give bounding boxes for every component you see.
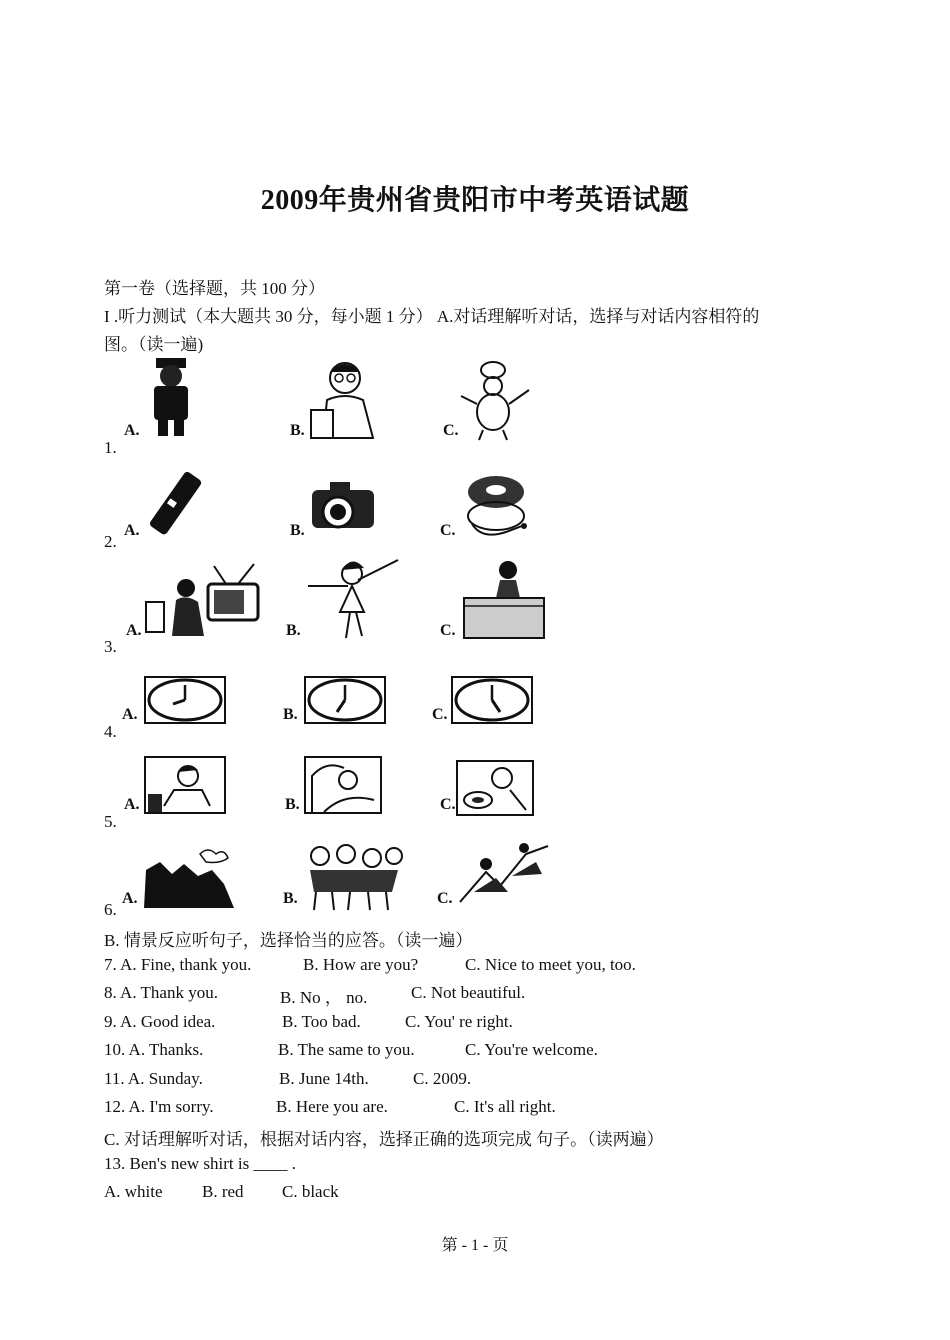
children-group-picture xyxy=(302,840,406,912)
question-12-a: 12. A. I'm sorry. xyxy=(104,1097,214,1116)
question-13-option-b: B. red xyxy=(202,1182,244,1201)
doctor-picture xyxy=(305,354,381,440)
option-label: C. xyxy=(437,890,453,907)
clock-icon xyxy=(304,676,386,724)
part-b-instruction: B. 情景反应听句子，选择恰当的应答。（读一遍） xyxy=(104,931,473,950)
option-label: A. xyxy=(124,422,140,439)
boy-reading-picture xyxy=(144,756,226,814)
question-10-c: C. You're welcome. xyxy=(465,1040,598,1059)
option-label: C. xyxy=(443,422,459,439)
mobile-phone-picture xyxy=(145,472,207,542)
page-footer: 第 - 1 - 页 xyxy=(441,1237,509,1254)
option-label: B. xyxy=(285,796,300,813)
question-12-c: C. It's all right. xyxy=(454,1097,556,1116)
question-number: 4. xyxy=(104,722,117,741)
option-label: C. xyxy=(440,622,456,639)
watching-tv-picture xyxy=(142,562,262,638)
clock-icon xyxy=(144,676,226,724)
question-13-option-c: C. black xyxy=(282,1182,339,1201)
option-label: A. xyxy=(122,890,138,907)
question-9-a: 9. A. Good idea. xyxy=(104,1012,216,1031)
question-13: 13. Ben's new shirt is ____ . xyxy=(104,1154,296,1173)
question-11-c: C. 2009. xyxy=(413,1069,472,1088)
question-9-b: B. Too bad. xyxy=(282,1012,361,1031)
sleeping-picture xyxy=(304,756,382,814)
part1-instruction-line2: 图。（读一遍) xyxy=(104,335,204,354)
person-at-desk-picture xyxy=(458,556,550,642)
cd-player-picture xyxy=(462,472,532,542)
part1-instruction-line1: I .听力测试（本大题共 30 分，每小题 1 分） A.对话理解听对话，选择与对话内容相符的 xyxy=(104,307,760,326)
option-label: C. xyxy=(440,522,456,539)
option-label: B. xyxy=(286,622,301,639)
option-label: C. xyxy=(432,706,448,723)
option-label: A. xyxy=(124,522,140,539)
question-10-a: 10. A. Thanks. xyxy=(104,1040,204,1059)
policeman-picture xyxy=(140,354,202,438)
question-11-a: 11. A. Sunday. xyxy=(104,1069,203,1088)
option-label: B. xyxy=(290,422,305,439)
question-8-c: C. Not beautiful. xyxy=(411,983,526,1002)
question-13-option-a: A. white xyxy=(104,1182,163,1201)
question-10-b: B. The same to you. xyxy=(278,1040,415,1059)
option-label: A. xyxy=(124,796,140,813)
clock-icon xyxy=(451,676,533,724)
question-number: 5. xyxy=(104,812,117,831)
question-9-c: C. You' re right. xyxy=(405,1012,513,1031)
option-label: A. xyxy=(122,706,138,723)
option-label: B. xyxy=(290,522,305,539)
dancing-girl-picture xyxy=(302,556,406,640)
question-7-a: 7. A. Fine, thank you. xyxy=(104,955,252,974)
question-12-b: B. Here you are. xyxy=(276,1097,388,1116)
skiing-picture xyxy=(456,842,552,910)
question-number: 6. xyxy=(104,900,117,919)
question-7-c: C. Nice to meet you, too. xyxy=(465,955,636,974)
option-label: C. xyxy=(440,796,456,813)
page-title: 2009年贵州省贵阳市中考英语试题 xyxy=(260,185,690,216)
question-number: 3. xyxy=(104,637,117,656)
section-heading: 第一卷（选择题，共 100 分） xyxy=(104,279,325,298)
question-number: 2. xyxy=(104,532,117,551)
part-c-instruction: C. 对话理解听对话，根据对话内容，选择正确的选项完成 句子。（读两遍） xyxy=(104,1130,664,1149)
question-11-b: B. June 14th. xyxy=(279,1069,369,1088)
eating-picture xyxy=(456,760,534,816)
camera-picture xyxy=(308,478,382,538)
option-label: B. xyxy=(283,706,298,723)
question-7-b: B. How are you? xyxy=(303,955,419,974)
question-8-a: 8. A. Thank you. xyxy=(104,983,218,1002)
option-label: B. xyxy=(283,890,298,907)
question-number: 1. xyxy=(104,438,117,457)
cook-picture xyxy=(455,360,535,442)
option-label: A. xyxy=(126,622,142,639)
question-8-b: B. No ， no. xyxy=(280,988,368,1007)
crowd-picture xyxy=(142,844,238,910)
